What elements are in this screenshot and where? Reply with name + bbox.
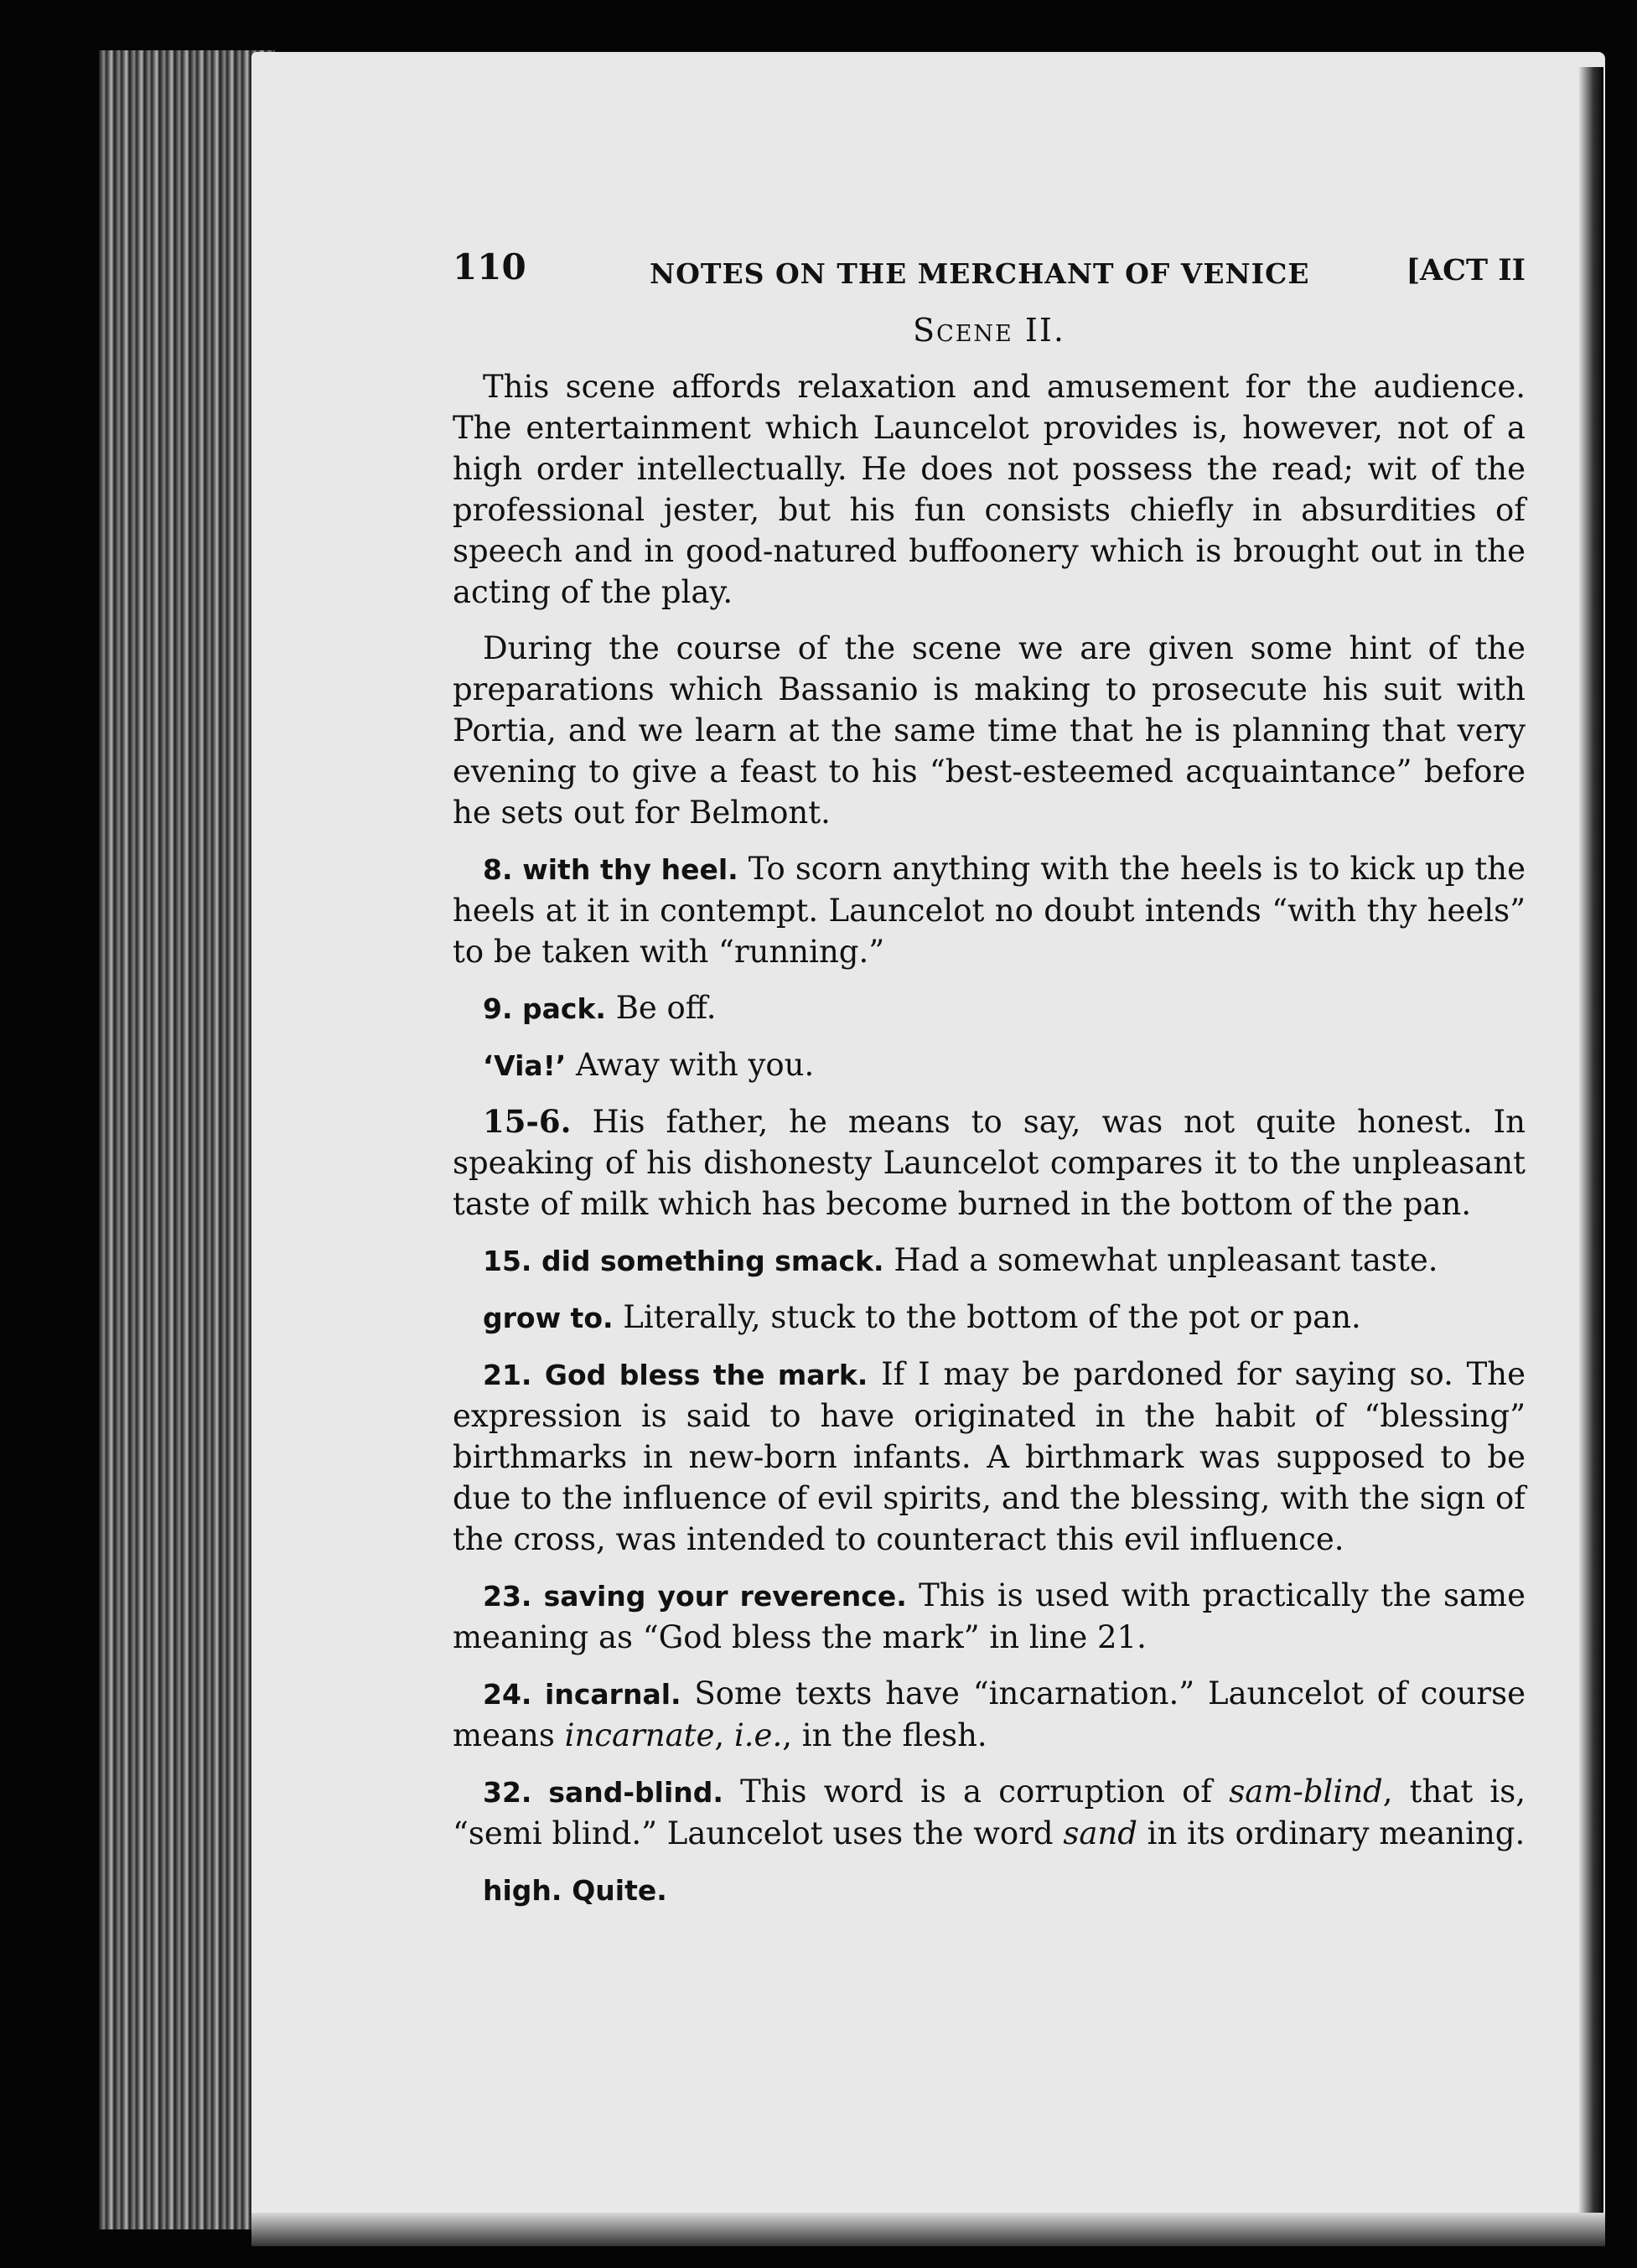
note-ref: high. [483, 1874, 562, 1907]
note-text: Be off. [615, 990, 717, 1026]
intro-paragraph-1: This scene affords relaxation and amusement for the audience. The entertainment which Launcelot provides is, however, not of a high order intellectually. He does not possess the read; wit of the professional jester, but his fun consists chiefly in absurdities of speech and in good-natured buffoonery which is brought out in the acting of the play. [453, 369, 1526, 610]
note-21 [453, 1354, 1526, 1560]
note-ref: 9. pack. [483, 992, 606, 1025]
act-label: [ACT II [1406, 253, 1526, 287]
note-text: To scorn anything with the heels is to kick up the heels at it in contempt. Launcelot no doubt intends “with thy heels” to be taken with “running.” [453, 851, 1526, 970]
note-ref: 24. incarnal. [483, 1678, 681, 1711]
note-8 [453, 848, 1526, 972]
note-ref: grow to. [483, 1302, 614, 1334]
note-text: This word is a corruption of [740, 1773, 1230, 1810]
note-ref: 32. sand-blind. [483, 1776, 723, 1809]
note-text: Literally, stuck to the bottom of the pot or pan. [623, 1299, 1361, 1335]
page-text [453, 235, 1526, 1926]
note-ref: 15-6. [483, 1103, 572, 1140]
note-ref: 8. with thy heel. [483, 853, 738, 886]
note-text: , [714, 1717, 734, 1753]
scene-heading: Scene II. [913, 312, 1065, 349]
note-24 [453, 1673, 1526, 1756]
note-italic: i.e. [733, 1717, 783, 1753]
page-right-shadow [1578, 67, 1603, 2246]
note-grow-to [453, 1297, 1526, 1339]
note-ref: 23. saving your reverence. [483, 1580, 907, 1613]
note-text: , in the flesh. [782, 1717, 987, 1753]
page-number: 110 [453, 246, 526, 287]
book-page-edges [99, 50, 275, 2229]
note-high [453, 1869, 1526, 1911]
note-15 [453, 1240, 1526, 1282]
running-head [453, 235, 1526, 302]
note-9 [453, 987, 1526, 1029]
note-ref: 15. did something smack. [483, 1245, 884, 1277]
note-ref: ‘Via!’ [483, 1049, 567, 1082]
note-text: Away with you. [576, 1047, 815, 1083]
note-text: His father, he means to say, was not quite honest. In speaking of his dishonesty Launcelot compares it to the unpleasant taste of milk which has become burned in the bottom of the pan. [453, 1104, 1526, 1222]
note-text: Quite. [572, 1874, 667, 1907]
note-ref: 21. God bless the mark. [483, 1359, 868, 1391]
note-text: in its ordinary meaning. [1137, 1815, 1526, 1851]
note-italic: sam-blind [1229, 1773, 1383, 1810]
note-via [453, 1044, 1526, 1086]
note-italic: sand [1063, 1815, 1137, 1851]
note-text: , that is, “semi blind.” Launcelot uses the word [453, 1773, 1526, 1851]
book-title: NOTES ON THE MERCHANT OF VENICE [650, 257, 1310, 290]
note-text: This is used with practically the same meaning as “God bless the mark” in line 21. [453, 1577, 1526, 1655]
note-32 [453, 1771, 1526, 1854]
note-text: If I may be pardoned for saying so. The expression is said to have originated in the habit of “blessing” birthmarks in new-born infants. A birthmark was supposed to be due to the influence of evil spirits, and the blessing, with the sign of the cross, was intended to counteract this evil influence. [453, 1356, 1526, 1557]
note-text: Had a somewhat unpleasant taste. [894, 1242, 1438, 1278]
page-bottom-edge [251, 2213, 1605, 2246]
note-text: Some texts have “incarnation.” Launcelot of course means [453, 1675, 1526, 1753]
note-15-6 [453, 1101, 1526, 1225]
note-23 [453, 1575, 1526, 1658]
note-italic: incarnate [564, 1717, 715, 1753]
intro-paragraph-2: During the course of the scene we are given some hint of the preparations which Bassanio is making to prosecute his suit with Portia, and we learn at the same time that he is planning that very evening to give a feast to his “best-esteemed acquaintance” before he sets out for Belmont. [453, 630, 1526, 831]
